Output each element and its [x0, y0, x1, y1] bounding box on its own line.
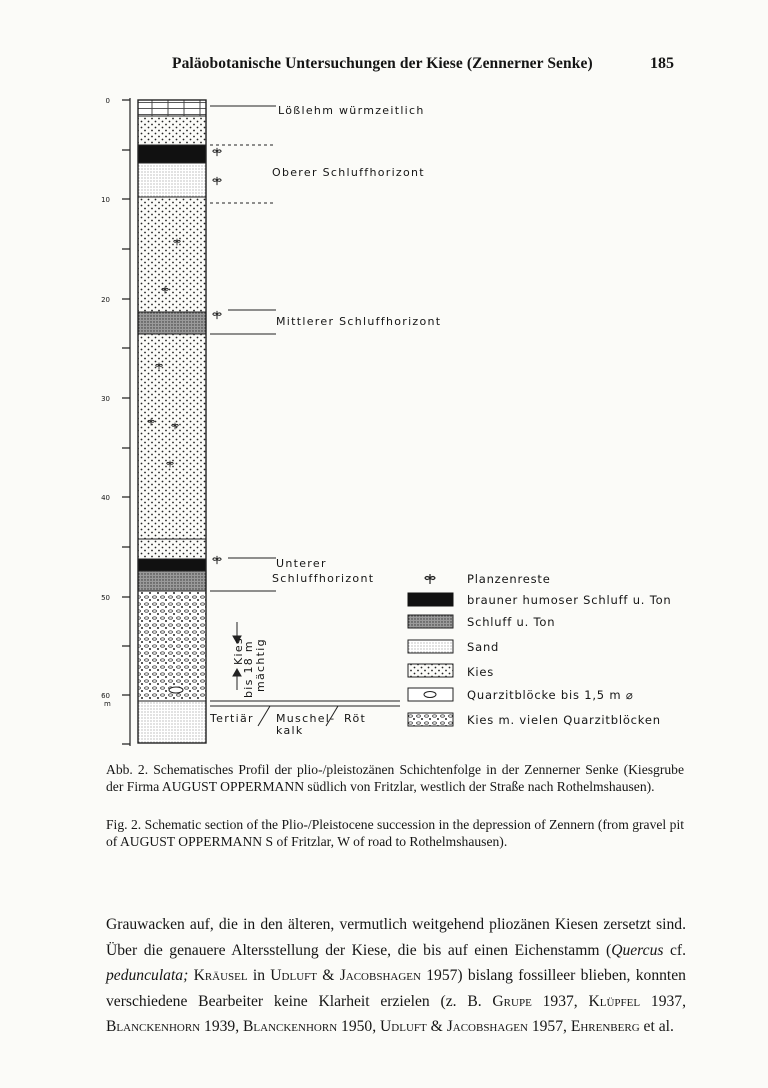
- label-muschelkalk-1: Muschel-: [276, 712, 336, 725]
- plant-icon: [213, 148, 221, 156]
- legend: [408, 572, 672, 727]
- taxon-epithet: pedunculata;: [106, 967, 189, 984]
- legend-label-sand: Sand: [467, 640, 500, 654]
- author-name: Kräusel: [193, 967, 248, 984]
- label-middle-silt: Mittlerer Schluffhorizont: [276, 315, 442, 328]
- depth-tick-40: 40: [101, 494, 110, 502]
- taxon-name: Quercus: [611, 941, 664, 959]
- author-name: Blanckenhorn: [243, 1018, 338, 1035]
- author-name: Udluft: [270, 967, 318, 984]
- label-upper-silt: Oberer Schluffhorizont: [272, 166, 425, 179]
- legend-swatch-sand: [408, 640, 453, 653]
- leader-lines: [210, 106, 400, 726]
- author-name: Udluft: [380, 1018, 427, 1035]
- legend-swatch-gravel: [408, 664, 453, 677]
- author-name: Klüpfel: [588, 992, 641, 1010]
- label-tertiary: Tertiär: [210, 712, 254, 725]
- author-name: Jacobshagen: [339, 967, 421, 984]
- body-paragraph: Grauwacken auf, die in den älteren, vermutlich weitgehend pliozänen Kiesen zersetzt sind. Über die genauere Altersstellung der Kiese, die bis auf einen Eichenstamm (Quercus cf. pedunculata; Kräusel in Udluft & Jacobshagen 1957) bislang fossilleer blieben, konnten verschiedene Bearbeiter keine Klarheit erzielen (z. B. Grupe 1937, Klüpfel 1937, Blanckenhorn 1939, Blanckenhorn 1950, Udluft & Jacobshagen 1957, Ehrenberg et al.: [106, 916, 686, 1035]
- legend-plant-icon: [425, 574, 435, 584]
- page-number: 185: [650, 55, 674, 72]
- label-lower-silt-2: Schluffhorizont: [272, 572, 375, 585]
- legend-swatch-hatch: [408, 615, 453, 628]
- legend-label-block: Quarzitblöcke bis 1,5 m ⌀: [467, 688, 634, 702]
- author-name: Blanckenhorn: [106, 1018, 201, 1035]
- legend-label-humous: brauner humoser Schluff u. Ton: [467, 593, 672, 607]
- depth-tick-10: 10: [101, 196, 110, 204]
- label-loess: Lößlehm würmzeitlich: [278, 104, 425, 117]
- depth-axis: [101, 97, 130, 746]
- label-lower-silt-1: Unterer: [276, 557, 327, 570]
- label-roet: Röt: [344, 712, 367, 725]
- author-name: Grupe: [492, 992, 532, 1010]
- legend-swatch-black: [408, 593, 453, 606]
- depth-tick-0: 0: [105, 97, 110, 105]
- plant-icon: [213, 177, 221, 185]
- depth-tick-30: 30: [101, 395, 110, 403]
- figure-caption-german: Abb. 2. Schematisches Profil der plio-/pleistozänen Schichtenfolge in der Zennerner Senke (Kiesgrube der Firma AUGUST OPPERMANN südlich von Fritzlar, westlich der Straße nach Rothelmshausen).: [106, 762, 684, 794]
- kies-note-3: mächtig: [254, 638, 267, 692]
- author-name: Jacobshagen: [446, 1018, 528, 1035]
- kies-note-1: Kies: [232, 637, 245, 665]
- depth-tick-60: 60: [101, 692, 110, 700]
- label-muschelkalk-2: kalk: [276, 724, 304, 737]
- author-name: Ehrenberg: [570, 1018, 640, 1035]
- legend-label-silt: Schluff u. Ton: [467, 615, 556, 629]
- figure-caption-english: Fig. 2. Schematic section of the Plio-/Pleistocene succession in the depression of Zennern (from gravel pit of AUGUST OPPERMANN S of Fritzlar, W of road to Rothelmshausen).: [106, 817, 684, 849]
- depth-unit: m: [104, 700, 111, 708]
- legend-label-gravel-blocks: Kies m. vielen Quarzitblöcken: [467, 713, 661, 727]
- depth-tick-50: 50: [101, 594, 110, 602]
- plant-icon: [213, 311, 221, 319]
- legend-swatch-block: [408, 688, 453, 701]
- legend-label-gravel: Kies: [467, 665, 495, 679]
- legend-swatch-gravel-blocks: [408, 713, 453, 726]
- running-title: Paläobotanische Untersuchungen der Kiese (Zennerner Senke): [172, 55, 593, 72]
- legend-label-plant: Planzenreste: [467, 572, 551, 586]
- kies-note-2: bis 18 m: [242, 640, 255, 698]
- plant-icon: [213, 556, 221, 564]
- depth-tick-20: 20: [101, 296, 110, 304]
